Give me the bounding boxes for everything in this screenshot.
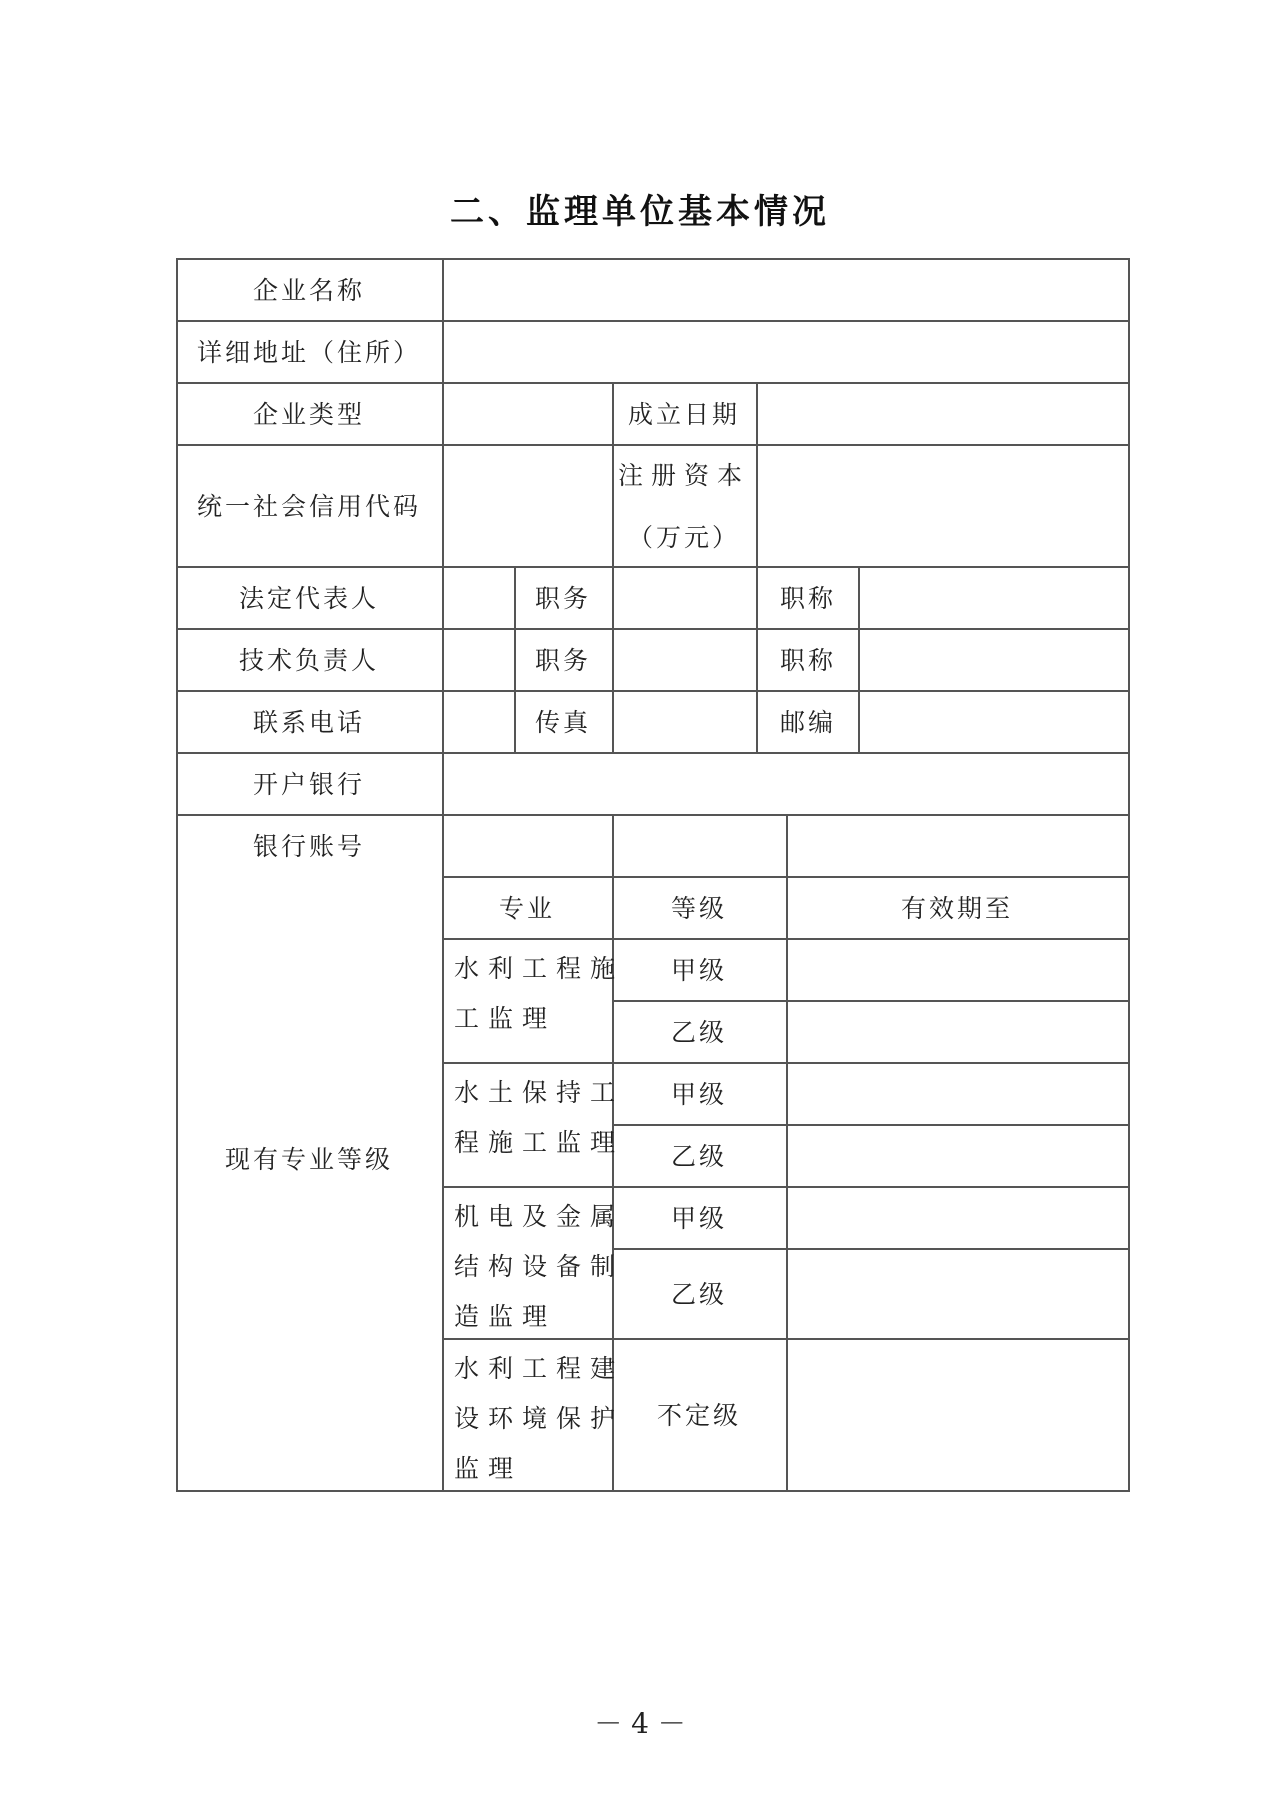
- address-label: 详细地址（住所）: [196, 338, 422, 367]
- table-border-left: [176, 258, 178, 1492]
- row-divider: [176, 690, 1130, 692]
- founded-date-label: 成立日期: [627, 400, 741, 429]
- registered-capital-label: 注册资本: [617, 461, 751, 490]
- row-divider: [176, 382, 1130, 384]
- column-divider: [612, 566, 614, 752]
- row-divider: [176, 628, 1130, 630]
- tech-lead-position-label: 职务: [534, 646, 592, 675]
- tech-lead-title-label: 职称: [779, 646, 837, 675]
- grade-unrated-label: 不定级: [656, 1401, 742, 1430]
- specialty-environmental-protection: 水利工程建 设环境保护 监理: [454, 1354, 625, 1483]
- valid-until-header: 有效期至: [900, 894, 1014, 923]
- grade-header: 等级: [670, 894, 728, 923]
- row-divider: [176, 752, 1130, 754]
- bank-label: 开户银行: [252, 770, 366, 799]
- qualification-section-label: 现有专业等级: [224, 1145, 394, 1174]
- grade-b-label: 乙级: [670, 1280, 728, 1309]
- specialty-hydraulic-construction: 水利工程施 工监理: [454, 954, 625, 1033]
- row-divider: [176, 814, 1130, 816]
- legal-rep-label: 法定代表人: [238, 584, 380, 613]
- column-divider: [858, 566, 860, 752]
- fax-label: 传真: [534, 708, 592, 737]
- bank-account-label: 银行账号: [252, 832, 366, 861]
- column-divider: [756, 382, 758, 566]
- column-divider: [756, 566, 758, 752]
- row-divider: [176, 320, 1130, 322]
- grade-a-label: 甲级: [670, 956, 728, 985]
- column-divider: [514, 566, 516, 752]
- row-divider: [176, 566, 1130, 568]
- company-type-label: 企业类型: [252, 400, 366, 429]
- legal-rep-title-label: 职称: [779, 584, 837, 613]
- registered-capital-unit-label: （万元）: [627, 523, 741, 552]
- specialty-mechanical-metal-structure: 机电及金属 结构设备制 造监理: [454, 1202, 625, 1331]
- tech-lead-label: 技术负责人: [238, 646, 380, 675]
- credit-code-label: 统一社会信用代码: [196, 492, 422, 521]
- postcode-label: 邮编: [779, 708, 837, 737]
- company-info-table: [176, 258, 1130, 1492]
- specialty-soil-water-conservation: 水土保持工 程施工监理: [454, 1078, 625, 1157]
- grade-b-label: 乙级: [670, 1142, 728, 1171]
- specialty-header: 专业: [498, 894, 556, 923]
- row-divider: [612, 1124, 1130, 1126]
- contact-phone-label: 联系电话: [252, 708, 366, 737]
- table-border-top: [176, 258, 1130, 260]
- page-number: － 4 －: [594, 1707, 686, 1740]
- row-divider: [612, 1000, 1130, 1002]
- grade-a-label: 甲级: [670, 1080, 728, 1109]
- table-border-right: [1128, 258, 1130, 1492]
- column-divider: [786, 814, 788, 1490]
- page-title: 二、监理单位基本情况: [450, 192, 830, 232]
- company-name-label: 企业名称: [252, 276, 366, 305]
- column-divider: [442, 258, 444, 1492]
- grade-b-label: 乙级: [670, 1018, 728, 1047]
- row-divider: [612, 1248, 1130, 1250]
- column-divider: [612, 382, 614, 566]
- row-divider: [176, 444, 1130, 446]
- grade-a-label: 甲级: [670, 1204, 728, 1233]
- legal-rep-position-label: 职务: [534, 584, 592, 613]
- table-border-bottom: [176, 1490, 1130, 1492]
